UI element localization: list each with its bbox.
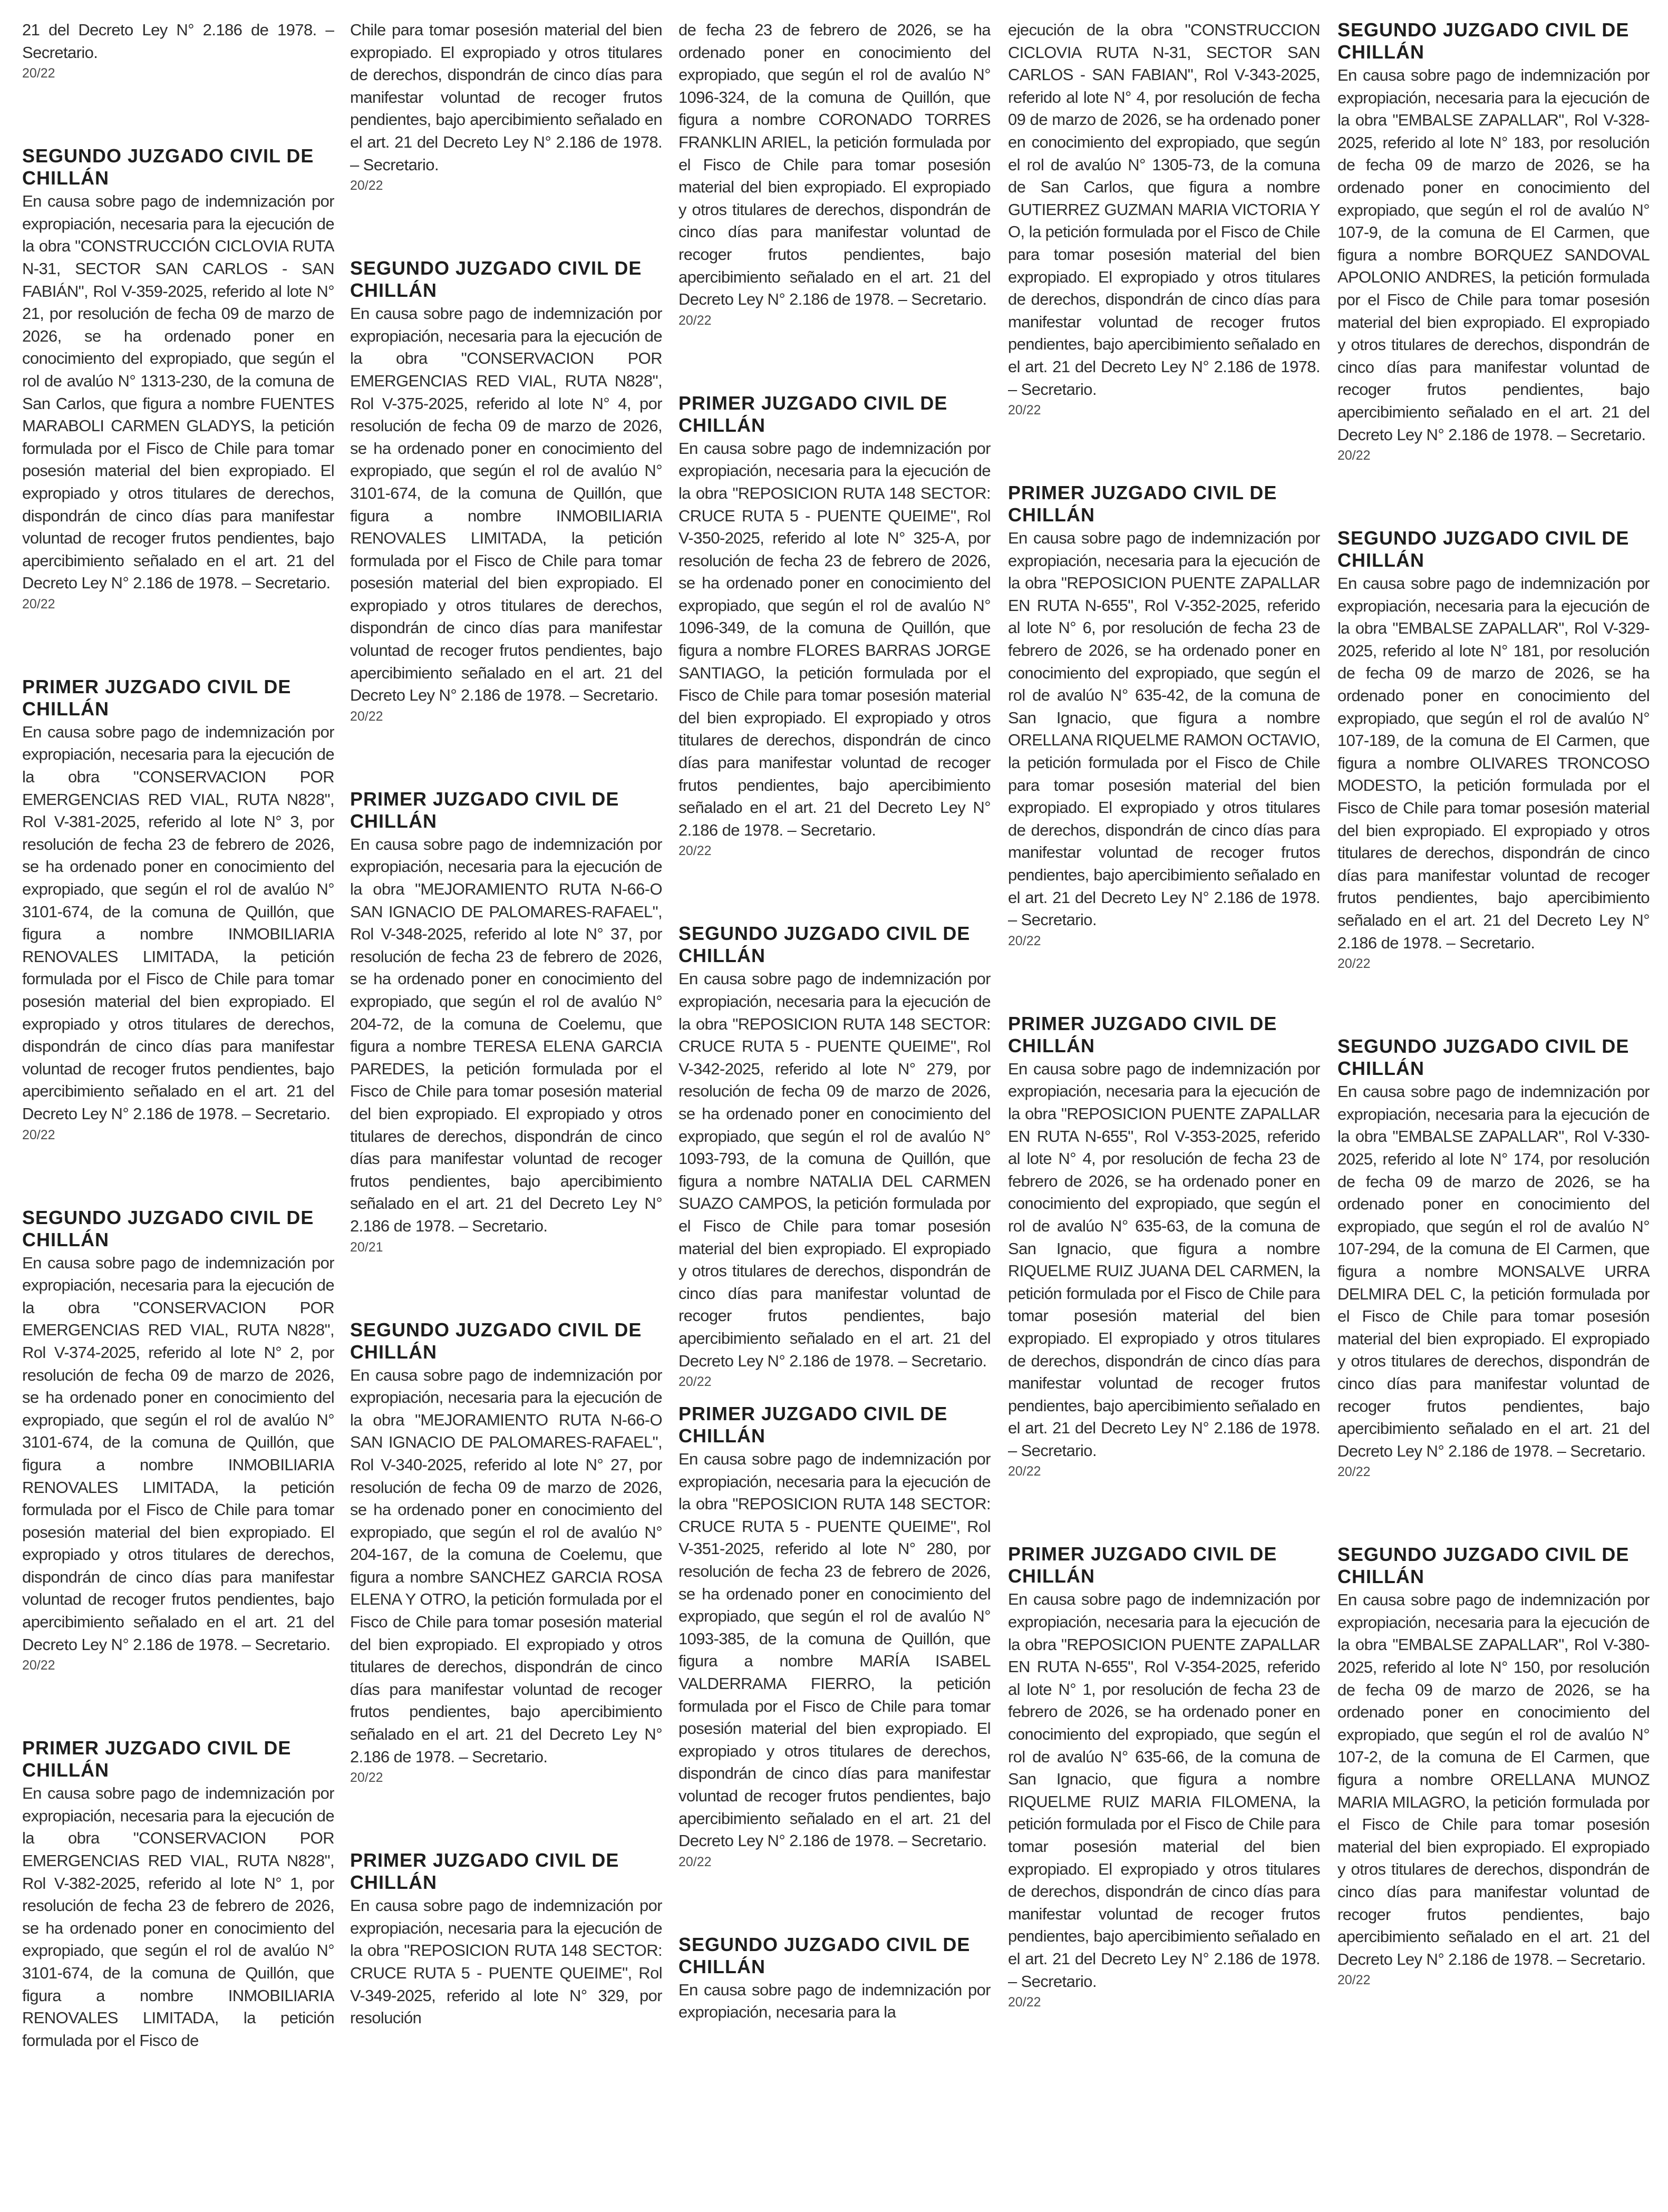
notice-court-heading: PRIMER JUZGADO CIVIL DE CHILLÁN [350, 1849, 619, 1894]
notice-code: 20/22 [1008, 403, 1041, 418]
notice-body: En causa sobre pago de indemnización por expropiación, necesaria para la ejecución de la obra "MEJORAMIENTO RUTA N-66-O SAN IGNACIO DE PALOMARES-RAFAEL", Rol V-340-2025, referido al lote N° 27, por resolución de fecha 09 de marzo de 2026, se ha ordenado poner en conocimiento del expropiado, que según el rol de avalúo N° 204-167, de la comuna de Coelemu, que figura a nombre SANCHEZ GARCIA ROSA ELENA Y OTRO, la petición formulada por el Fisco de Chile para tomar posesión material del bien expropiado. El expropiado y otros titulares de derechos, dispondrán de cinco días para manifestar voluntad de recoger frutos pendientes, bajo apercibimiento señalado en el art. 21 del Decreto Ley N° 2.186 de 1978. – Secretario. [350, 1365, 662, 1766]
column-1 [22, 19, 334, 2207]
notice-court-heading: PRIMER JUZGADO CIVIL DE CHILLÁN [1008, 1543, 1277, 1587]
notice-code: 20/22 [1337, 956, 1371, 972]
notice-body: En causa sobre pago de indemnización por expropiación, necesaria para la ejecución de la obra "CONSERVACION POR EMERGENCIAS RED VIAL, RUTA N828", Rol V-382-2025, referido al lote N° 1, por resolución de fecha 23 de febrero de 2026, se ha ordenado poner en conocimiento del expropiado, que según el rol de avalúo N° 3101-674, de la comuna de Quillón, que figura a nombre INMOBILIARIA RENOVALES LIMITADA, la petición formulada por el Fisco de [22, 1784, 334, 2050]
notice-body: En causa sobre pago de indemnización por expropiación, necesaria para la ejecución de la obra "EMBALSE ZAPALLAR", Rol V-330-2025, referido al lote N° 174, por resolución de fecha 09 de marzo de 2026, se ha ordenado poner en conocimiento del expropiado, que según el rol de avalúo N° 107-294, de la comuna de El Carmen, que figura a nombre MONSALVE URRA DELMIRA DEL C, la petición formulada por el Fisco de Chile para tomar posesión material del bien expropiado. El expropiado y otros titulares de derechos, dispondrán de cinco días para manifestar voluntad de recoger frutos pendientes, bajo apercibimiento señalado en el art. 21 del Decreto Ley N° 2.186 de 1978. – Secretario. [1337, 1082, 1650, 1460]
notice-body: 21 del Decreto Ley N° 2.186 de 1978. – Secretario. [22, 21, 334, 62]
notice-code: 20/22 [1337, 448, 1371, 463]
legal-notice [22, 1207, 334, 1674]
legal-notice [1337, 1035, 1650, 1480]
legal-notice [1008, 482, 1320, 949]
notice-code: 20/22 [1008, 933, 1041, 948]
notice-body: En causa sobre pago de indemnización por expropiación, necesaria para la ejecución de la obra "MEJORAMIENTO RUTA N-66-O SAN IGNACIO DE PALOMARES-RAFAEL", Rol V-348-2025, referido al lote N° 37, por resolución de fecha 23 de febrero de 2026, se ha ordenado poner en conocimiento del expropiado, que según el rol de avalúo N° 204-72, de la comuna de Coelemu, que figura a nombre TERESA ELENA GARCIA PAREDES, la petición formulada por el Fisco de Chile para tomar posesión material del bien expropiado. El expropiado y otros titulares de derechos, dispondrán de cinco días para manifestar voluntad de recoger frutos pendientes, bajo apercibimiento señalado en el art. 21 del Decreto Ley N° 2.186 de 1978. – Secretario. [350, 835, 662, 1235]
notice-body: En causa sobre pago de indemnización por expropiación, necesaria para la ejecución de la obra "REPOSICION RUTA 148 SECTOR: CRUCE RUTA 5 - PUENTE QUEIME", Rol V-350-2025, referido al lote N° 325-A, por resolución de fecha 23 de febrero de 2026, se ha ordenado poner en conocimiento del expropiado, que según el rol de avalúo N° 1096-349, de la comuna de Quillón, que figura a nombre FLORES BARRAS JORGE SANTIAGO, la petición formulada por el Fisco de Chile para tomar posesión material del bien expropiado. El expropiado y otros titulares de derechos, dispondrán de cinco días para manifestar voluntad de recoger frutos pendientes, bajo apercibimiento señalado en el art. 21 del Decreto Ley N° 2.186 de 1978. – Secretario. [678, 439, 991, 839]
notice-court-heading: PRIMER JUZGADO CIVIL DE CHILLÁN [1008, 1012, 1277, 1056]
legal-notice [350, 1319, 662, 1787]
notice-body: En causa sobre pago de indemnización por expropiación, necesaria para la ejecución de la obra "REPOSICION PUENTE ZAPALLAR EN RUTA N-655", Rol V-353-2025, referido al lote N° 4, por resolución de fecha 23 de febrero de 2026, se ha ordenado poner en conocimiento del expropiado, que según el rol de avalúo N° 635-63, de la comuna de San Ignacio, que figura a nombre RIQUELME RUIZ JUANA DEL CARMEN, la petición formulada por el Fisco de Chile para tomar posesión material del bien expropiado. El expropiado y otros titulares de derechos, dispondrán de cinco días para manifestar voluntad de recoger frutos pendientes, bajo apercibimiento señalado en el art. 21 del Decreto Ley N° 2.186 de 1978. – Secretario. [1008, 1059, 1320, 1460]
continued-notice [22, 19, 334, 82]
notice-code: 20/21 [350, 1239, 383, 1255]
column-5 [1337, 19, 1650, 2207]
notice-code: 20/22 [678, 1374, 712, 1390]
notice-body: En causa sobre pago de indemnización por expropiación, necesaria para la ejecución de la obra "REPOSICION RUTA 148 SECTOR: CRUCE RUTA 5 - PUENTE QUEIME", Rol V-351-2025, referido al lote N° 280, por resolución de fecha 23 de febrero de 2026, se ha ordenado poner en conocimiento del expropiado, que según el rol de avalúo N° 1093-385, de la comuna de Quillón, que figura a nombre MARÍA ISABEL VALDERRAMA FIERRO, la petición formulada por el Fisco de Chile para tomar posesión material del bien expropiado. El expropiado y otros titulares de derechos, dispondrán de cinco días para manifestar voluntad de recoger frutos pendientes, bajo apercibimiento señalado en el art. 21 del Decreto Ley N° 2.186 de 1978. – Secretario. [678, 1450, 991, 1850]
notice-body: En causa sobre pago de indemnización por expropiación, necesaria para la ejecución de la obra "CONSERVACION POR EMERGENCIAS RED VIAL, RUTA N828", Rol V-381-2025, referido al lote N° 3, por resolución de fecha 23 de febrero de 2026, se ha ordenado poner en conocimiento del expropiado, que según el rol de avalúo N° 3101-674, de la comuna de Quillón, que figura a nombre INMOBILIARIA RENOVALES LIMITADA, la petición formulada por el Fisco de Chile para tomar posesión material del bien expropiado. El expropiado y otros titulares de derechos, dispondrán de cinco días para manifestar voluntad de recoger frutos pendientes, bajo apercibimiento señalado en el art. 21 del Decreto Ley N° 2.186 de 1978. – Secretario. [22, 722, 334, 1123]
notice-court-heading: SEGUNDO JUZGADO CIVIL DE CHILLÁN [678, 1933, 971, 1977]
legal-notice [1337, 19, 1650, 464]
legal-notice [678, 1403, 991, 1870]
notice-body: En causa sobre pago de indemnización por expropiación, necesaria para la ejecución de la obra "EMBALSE ZAPALLAR", Rol V-328-2025, referido al lote N° 183, por resolución de fecha 09 de marzo de 2026, se ha ordenado poner en conocimiento del expropiado, que según el rol de avalúo N° 107-9, de la comuna de El Carmen, que figura a nombre BORQUEZ SANDOVAL APOLONIO ANDRES, la petición formulada por el Fisco de Chile para tomar posesión material del bien expropiado. El expropiado y otros titulares de derechos, dispondrán de cinco días para manifestar voluntad de recoger frutos pendientes, bajo apercibimiento señalado en el art. 21 del Decreto Ley N° 2.186 de 1978. – Secretario. [1337, 66, 1650, 444]
notice-code: 20/22 [678, 313, 712, 328]
legal-notice [1337, 527, 1650, 972]
notice-body: En causa sobre pago de indemnización por expropiación, necesaria para la ejecución de la obra "CONSTRUCCIÓN CICLOVIA RUTA N-31, SECTOR SAN CARLOS - SAN FABIÁN", Rol V-359-2025, referido al lote N° 21, por resolución de fecha 09 de marzo de 2026, se ha ordenado poner en conocimiento del expropiado, que según el rol de avalúo N° 1313-230, de la comuna de San Carlos, que figura a nombre FUENTES MARABOLI CARMEN GLADYS, la petición formulada por el Fisco de Chile para tomar posesión material del bien expropiado. El expropiado y otros titulares de derechos, dispondrán de cinco días para manifestar voluntad de recoger frutos pendientes, bajo apercibimiento señalado en el art. 21 del Decreto Ley N° 2.186 de 1978. – Secretario. [22, 192, 334, 593]
notice-code: 20/22 [1008, 1995, 1041, 2010]
legal-notice [350, 257, 662, 725]
legal-notice [22, 1737, 334, 2052]
notice-court-heading: SEGUNDO JUZGADO CIVIL DE CHILLÁN [1337, 1544, 1630, 1588]
notice-code: 20/22 [22, 66, 55, 81]
notice-body: En causa sobre pago de indemnización por expropiación, necesaria para la ejecución de la obra "CONSERVACION POR EMERGENCIAS RED VIAL, RUTA N828", Rol V-375-2025, referido al lote N° 4, por resolución de fecha 09 de marzo de 2026, se ha ordenado poner en conocimiento del expropiado, que según el rol de avalúo N° 3101-674, de la comuna de Quillón, que figura a nombre INMOBILIARIA RENOVALES LIMITADA, la petición formulada por el Fisco de Chile para tomar posesión material del bien expropiado. El expropiado y otros titulares de derechos, dispondrán de cinco días para manifestar voluntad de recoger frutos pendientes, bajo apercibimiento señalado en el art. 21 del Decreto Ley N° 2.186 de 1978. – Secretario. [350, 304, 662, 705]
notice-body: En causa sobre pago de indemnización por expropiación, necesaria para la ejecución de la obra "REPOSICION RUTA 148 SECTOR: CRUCE RUTA 5 - PUENTE QUEIME", Rol V-342-2025, referido al lote N° 279, por resolución de fecha 09 de marzo de 2026, se ha ordenado poner en conocimiento del expropiado, que según el rol de avalúo N° 1093-793, de la comuna de Quillón, que figura a nombre NATALIA DEL CARMEN SUAZO CAMPOS, la petición formulada por el Fisco de Chile para tomar posesión material del bien expropiado. El expropiado y otros titulares de derechos, dispondrán de cinco días para manifestar voluntad de recoger frutos pendientes, bajo apercibimiento señalado en el art. 21 del Decreto Ley N° 2.186 de 1978. – Secretario. [678, 969, 991, 1370]
notice-court-heading: SEGUNDO JUZGADO CIVIL DE CHILLÁN [22, 1206, 314, 1250]
notice-body: En causa sobre pago de indemnización por expropiación, necesaria para la ejecución de la obra "EMBALSE ZAPALLAR", Rol V-380-2025, referido al lote N° 150, por resolución de fecha 09 de marzo de 2026, se ha ordenado poner en conocimiento del expropiado, que según el rol de avalúo N° 107-2, de la comuna de El Carmen, que figura a nombre ORELLANA MUNOZ MARIA MILAGRO, la petición formulada por el Fisco de Chile para tomar posesión material del bien expropiado. El expropiado y otros titulares de derechos, dispondrán de cinco días para manifestar voluntad de recoger frutos pendientes, bajo apercibimiento señalado en el art. 21 del Decreto Ley N° 2.186 de 1978. – Secretario. [1337, 1590, 1650, 1968]
notice-code: 20/22 [22, 1127, 55, 1142]
notice-court-heading: SEGUNDO JUZGADO CIVIL DE CHILLÁN [1337, 527, 1630, 571]
notice-court-heading: SEGUNDO JUZGADO CIVIL DE CHILLÁN [678, 923, 971, 967]
notice-body: Chile para tomar posesión material del bien expropiado. El expropiado y otros titulares de derechos, dispondrán de cinco días para manifestar voluntad de recoger frutos pendientes, bajo apercibimiento señalado en el art. 21 del Decreto Ley N° 2.186 de 1978. – Secretario. [350, 21, 662, 174]
notice-code: 20/22 [22, 1658, 55, 1673]
notice-code: 20/22 [1008, 1464, 1041, 1479]
notice-body: En causa sobre pago de indemnización por expropiación, necesaria para la ejecución de la obra "CONSERVACION POR EMERGENCIAS RED VIAL, RUTA N828", Rol V-374-2025, referido al lote N° 2, por resolución de fecha 09 de marzo de 2026, se ha ordenado poner en conocimiento del expropiado, que según el rol de avalúo N° 3101-674, de la comuna de Quillón, que figura a nombre INMOBILIARIA RENOVALES LIMITADA, la petición formulada por el Fisco de Chile para tomar posesión material del bien expropiado. El expropiado y otros titulares de derechos, dispondrán de cinco días para manifestar voluntad de recoger frutos pendientes, bajo apercibimiento señalado en el art. 21 del Decreto Ley N° 2.186 de 1978. – Secretario. [22, 1253, 334, 1654]
notice-body: En causa sobre pago de indemnización por expropiación, necesaria para la ejecución de la obra "EMBALSE ZAPALLAR", Rol V-329-2025, referido al lote N° 181, por resolución de fecha 09 de marzo de 2026, se ha ordenado poner en conocimiento del expropiado, que según el rol de avalúo N° 107-189, de la comuna de El Carmen, que figura a nombre OLIVARES TRONCOSO MODESTO, la petición formulada por el Fisco de Chile para tomar posesión material del bien expropiado. El expropiado y otros titulares de derechos, dispondrán de cinco días para manifestar voluntad de recoger frutos pendientes, bajo apercibimiento señalado en el art. 21 del Decreto Ley N° 2.186 de 1978. – Secretario. [1337, 574, 1650, 952]
notice-code: 20/22 [350, 1770, 383, 1786]
legal-notice [22, 145, 334, 613]
legal-notice [1008, 1013, 1320, 1480]
notice-body: En causa sobre pago de indemnización por expropiación, necesaria para la ejecución de la obra "REPOSICION PUENTE ZAPALLAR EN RUTA N-655", Rol V-352-2025, referido al lote N° 6, por resolución de fecha 23 de febrero de 2026, se ha ordenado poner en conocimiento del expropiado, que según el rol de avalúo N° 635-42, de la comuna de San Ignacio, que figura a nombre ORELLANA RIQUELME RAMON OCTAVIO, la petición formulada por el Fisco de Chile para tomar posesión material del bien expropiado. El expropiado y otros titulares de derechos, dispondrán de cinco días para manifestar voluntad de recoger frutos pendientes, bajo apercibimiento señalado en el art. 21 del Decreto Ley N° 2.186 de 1978. – Secretario. [1008, 529, 1320, 929]
notice-code: 20/22 [1337, 1464, 1371, 1480]
notice-body: En causa sobre pago de indemnización por expropiación, necesaria para la [678, 1980, 991, 2022]
legal-notice [678, 392, 991, 860]
column-3 [678, 19, 991, 2207]
legal-notice [350, 1849, 662, 2030]
notice-body: En causa sobre pago de indemnización por expropiación, necesaria para la ejecución de la obra "REPOSICION PUENTE ZAPALLAR EN RUTA N-655", Rol V-354-2025, referido al lote N° 1, por resolución de fecha 23 de febrero de 2026, se ha ordenado poner en conocimiento del expropiado, que según el rol de avalúo N° 635-66, de la comuna de San Ignacio, que figura a nombre RIQUELME RUIZ MARIA FILOMENA, la petición formulada por el Fisco de Chile para tomar posesión material del bien expropiado. El expropiado y otros titulares de derechos, dispondrán de cinco días para manifestar voluntad de recoger frutos pendientes, bajo apercibimiento señalado en el art. 21 del Decreto Ley N° 2.186 de 1978. – Secretario. [1008, 1590, 1320, 1991]
continued-notice [678, 19, 991, 329]
notice-court-heading: SEGUNDO JUZGADO CIVIL DE CHILLÁN [1337, 19, 1630, 63]
legal-notice [678, 923, 991, 1390]
legal-notice [1337, 1544, 1650, 1988]
column-2 [350, 19, 662, 2207]
notice-body: ejecución de la obra "CONSTRUCCION CICLOVIA RUTA N-31, SECTOR SAN CARLOS - SAN FABIAN", Rol V-343-2025, referido al lote N° 4, por resolución de fecha 09 de marzo de 2026, se ha ordenado poner en conocimiento del expropiado, que según el rol de avalúo N° 1305-73, de la comuna de San Carlos, que figura a nombre GUTIERREZ GUZMAN MARIA VICTORIA Y O, la petición formulada por el Fisco de Chile para tomar posesión material del bien expropiado. El expropiado y otros titulares de derechos, dispondrán de cinco días para manifestar voluntad de recoger frutos pendientes, bajo apercibimiento señalado en el art. 21 del Decreto Ley N° 2.186 de 1978. – Secretario. [1008, 21, 1320, 399]
notice-court-heading: PRIMER JUZGADO CIVIL DE CHILLÁN [678, 1403, 948, 1447]
notice-court-heading: PRIMER JUZGADO CIVIL DE CHILLÁN [350, 788, 619, 832]
notice-code: 20/22 [678, 843, 712, 859]
notice-court-heading: SEGUNDO JUZGADO CIVIL DE CHILLÁN [350, 1318, 642, 1363]
column-4 [1008, 19, 1320, 2207]
notice-code: 20/22 [1337, 1973, 1371, 1988]
notice-court-heading: PRIMER JUZGADO CIVIL DE CHILLÁN [1008, 482, 1277, 526]
notice-code: 20/22 [350, 178, 383, 193]
legal-notice [350, 788, 662, 1256]
continued-notice [1008, 19, 1320, 419]
notice-court-heading: SEGUNDO JUZGADO CIVIL DE CHILLÁN [350, 257, 642, 302]
notice-code: 20/22 [22, 596, 55, 612]
notice-body: de fecha 23 de febrero de 2026, se ha ordenado poner en conocimiento del expropiado, que según el rol de avalúo N° 1096-324, de la comuna de Quillón, que figura a nombre CORONADO TORRES FRANKLIN ARIEL, la petición formulada por el Fisco de Chile para tomar posesión material del bien expropiado. El expropiado y otros titulares de derechos, dispondrán de cinco días para manifestar voluntad de recoger frutos pendientes, bajo apercibimiento señalado en el art. 21 del Decreto Ley N° 2.186 de 1978. – Secretario. [678, 21, 991, 309]
notice-court-heading: SEGUNDO JUZGADO CIVIL DE CHILLÁN [1337, 1035, 1630, 1080]
legal-notice [22, 676, 334, 1143]
legal-notice [678, 1934, 991, 2024]
notice-court-heading: PRIMER JUZGADO CIVIL DE CHILLÁN [678, 392, 948, 436]
continued-notice [350, 19, 662, 194]
notice-code: 20/22 [678, 1854, 712, 1869]
notice-code: 20/22 [350, 709, 383, 724]
legal-notice [1008, 1543, 1320, 2011]
notice-court-heading: SEGUNDO JUZGADO CIVIL DE CHILLÁN [22, 145, 314, 189]
notice-body: En causa sobre pago de indemnización por expropiación, necesaria para la ejecución de la obra "REPOSICION RUTA 148 SECTOR: CRUCE RUTA 5 - PUENTE QUEIME", Rol V-349-2025, referido al lote N° 329, por resolución [350, 1896, 662, 2027]
notice-court-heading: PRIMER JUZGADO CIVIL DE CHILLÁN [22, 1737, 292, 1781]
notice-court-heading: PRIMER JUZGADO CIVIL DE CHILLÁN [22, 675, 292, 720]
